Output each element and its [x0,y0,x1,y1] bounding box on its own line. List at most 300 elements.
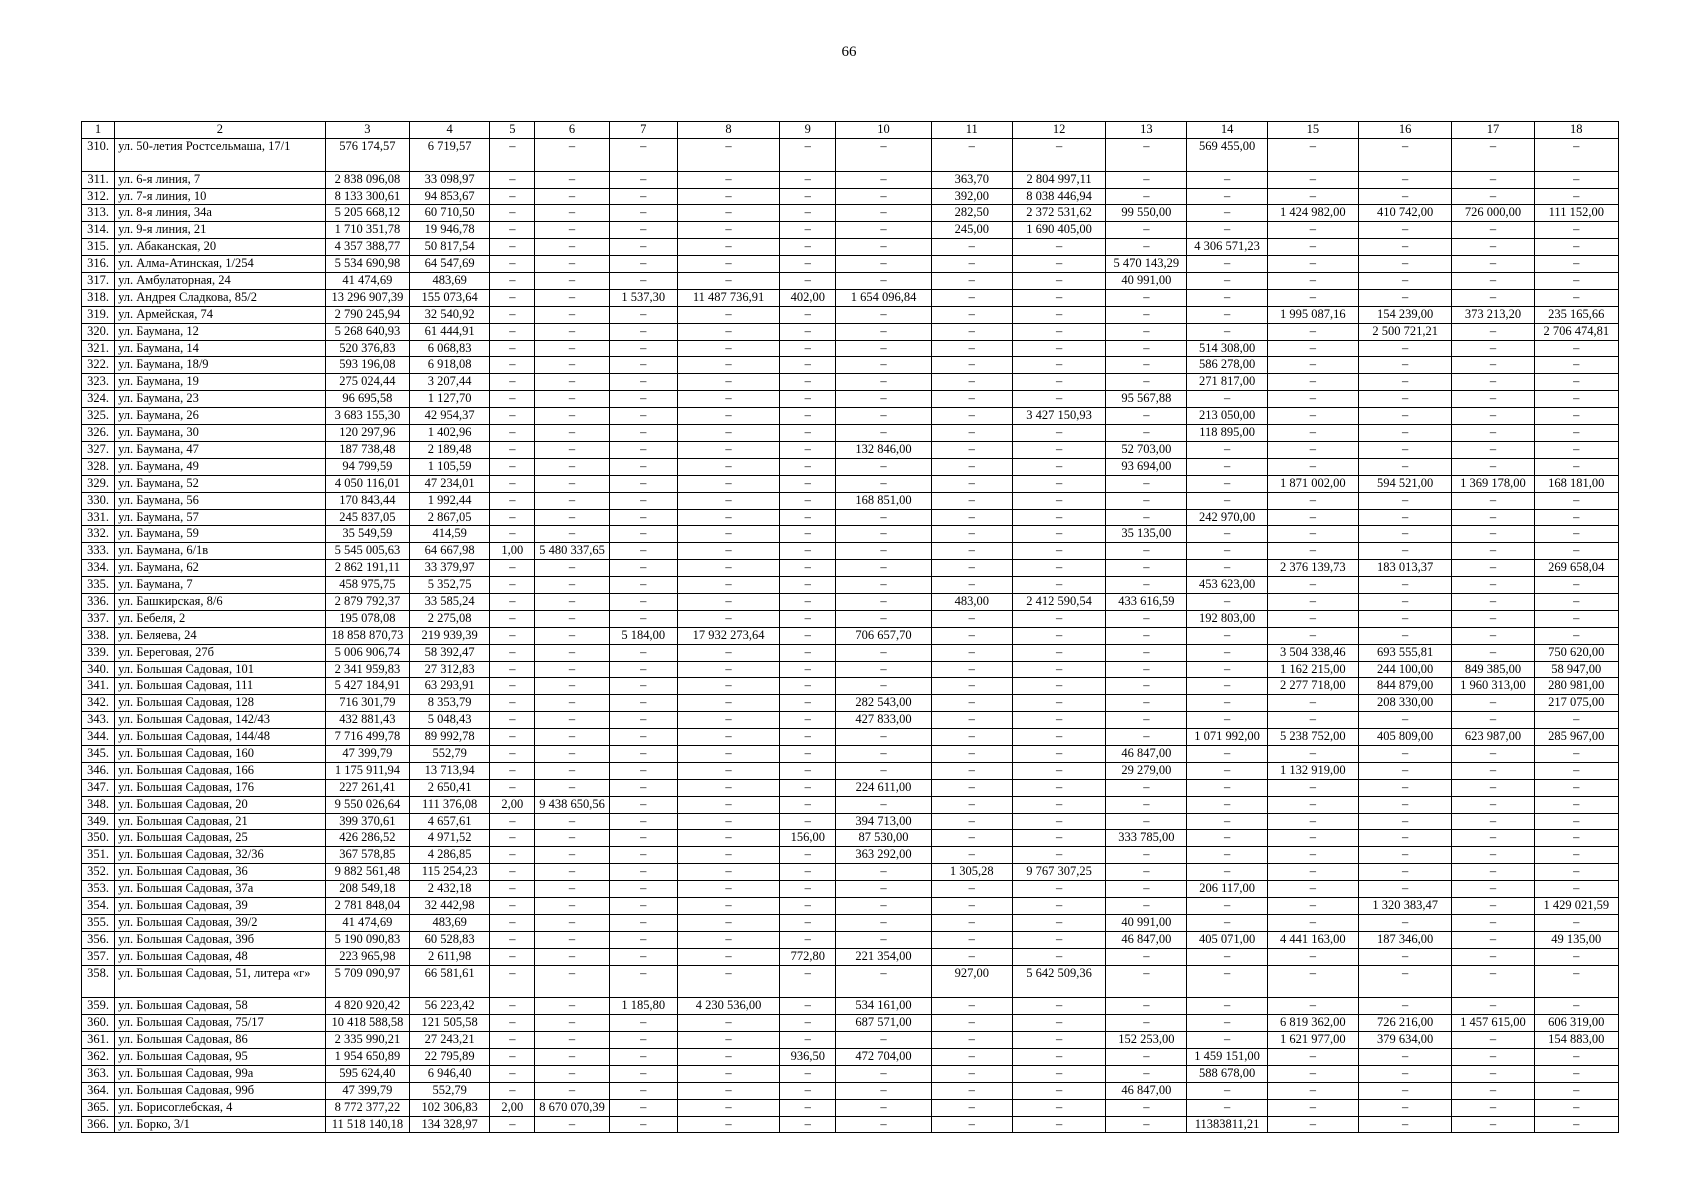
value-cell: – [836,965,931,998]
value-cell: – [535,323,609,340]
value-cell: – [1534,509,1618,526]
address-cell: ул. Амбулаторная, 24 [115,273,326,290]
value-cell: – [1012,678,1105,695]
address-cell: ул. Андрея Сладкова, 85/2 [115,289,326,306]
table-row [82,729,1619,746]
value-cell: – [1106,610,1187,627]
value-cell: – [931,441,1012,458]
column-header: 3 [325,122,409,139]
value-cell: – [609,729,677,746]
value-cell: – [1359,408,1452,425]
value-cell: 2,00 [490,1099,535,1116]
value-cell: – [1359,593,1452,610]
value-cell: – [1267,391,1358,408]
value-cell: – [535,998,609,1015]
address-cell: ул. Большая Садовая, 25 [115,830,326,847]
value-cell: – [677,948,779,965]
value-cell: – [931,610,1012,627]
value-cell: 42 954,37 [410,408,490,425]
value-cell: – [535,374,609,391]
value-cell: – [931,1082,1012,1099]
value-cell: – [1267,526,1358,543]
value-cell: 47 234,01 [410,475,490,492]
value-cell: – [1452,458,1534,475]
value-cell: – [490,1032,535,1049]
address-cell: ул. Бебеля, 2 [115,610,326,627]
value-cell: – [677,695,779,712]
value-cell: – [609,1032,677,1049]
value-cell: – [1534,526,1618,543]
value-cell: 285 967,00 [1534,729,1618,746]
row-number: 349. [82,813,115,830]
value-cell: – [490,695,535,712]
value-cell: – [836,762,931,779]
value-cell: 2 867,05 [410,509,490,526]
value-cell: – [677,408,779,425]
value-cell: 41 474,69 [325,273,409,290]
value-cell: – [780,1082,836,1099]
address-cell: ул. Баумана, 7 [115,577,326,594]
value-cell: – [1452,796,1534,813]
row-number: 330. [82,492,115,509]
value-cell: – [677,1065,779,1082]
value-cell: – [677,239,779,256]
value-cell: – [836,222,931,239]
value-cell: – [609,357,677,374]
value-cell: 244 100,00 [1359,661,1452,678]
value-cell: – [1267,1049,1358,1066]
value-cell: – [836,661,931,678]
value-cell: – [931,830,1012,847]
value-cell: – [1106,188,1187,205]
value-cell: – [836,864,931,881]
value-cell: – [535,526,609,543]
value-cell: – [609,171,677,188]
address-cell: ул. Большая Садовая, 144/48 [115,729,326,746]
value-cell: – [1534,779,1618,796]
table-row [82,1065,1619,1082]
value-cell: – [931,1049,1012,1066]
value-cell: – [1187,897,1267,914]
table-row [82,256,1619,273]
value-cell: – [490,1015,535,1032]
value-cell: – [1267,188,1358,205]
value-cell: – [1452,560,1534,577]
value-cell: 13 296 907,39 [325,289,409,306]
value-cell: – [780,661,836,678]
value-cell: – [535,138,609,171]
value-cell: 2 879 792,37 [325,593,409,610]
value-cell: – [1187,762,1267,779]
value-cell: – [677,678,779,695]
value-cell: – [780,745,836,762]
value-cell: – [1106,627,1187,644]
value-cell: – [1267,273,1358,290]
value-cell: 623 987,00 [1452,729,1534,746]
value-cell: – [1267,745,1358,762]
value-cell: – [931,897,1012,914]
table-row [82,306,1619,323]
value-cell: – [1534,374,1618,391]
value-cell: – [677,138,779,171]
value-cell: – [490,458,535,475]
value-cell: – [1452,408,1534,425]
value-cell: – [1452,1116,1534,1133]
column-header: 16 [1359,122,1452,139]
value-cell: – [1452,830,1534,847]
value-cell: – [1106,509,1187,526]
value-cell: – [1534,813,1618,830]
row-number: 325. [82,408,115,425]
value-cell: – [609,847,677,864]
value-cell: – [490,256,535,273]
row-number: 314. [82,222,115,239]
value-cell: – [931,881,1012,898]
value-cell: 8 353,79 [410,695,490,712]
value-cell: – [609,1116,677,1133]
value-cell: 29 279,00 [1106,762,1187,779]
value-cell: – [836,1099,931,1116]
value-cell: – [1267,357,1358,374]
value-cell: 1,00 [490,543,535,560]
value-cell: – [1187,830,1267,847]
row-number: 344. [82,729,115,746]
value-cell: – [1106,998,1187,1015]
row-number: 357. [82,948,115,965]
value-cell: – [1359,796,1452,813]
value-cell: 9 550 026,64 [325,796,409,813]
value-cell: 1 369 178,00 [1452,475,1534,492]
value-cell: – [1452,847,1534,864]
value-cell: 414,59 [410,526,490,543]
value-cell: – [931,357,1012,374]
table-row [82,998,1619,1015]
value-cell: 394 713,00 [836,813,931,830]
row-number: 346. [82,762,115,779]
value-cell: 433 616,59 [1106,593,1187,610]
value-cell: 432 881,43 [325,712,409,729]
value-cell: 46 847,00 [1106,745,1187,762]
value-cell: – [677,374,779,391]
value-cell: – [931,627,1012,644]
value-cell: – [490,188,535,205]
value-cell: – [1534,1049,1618,1066]
value-cell: – [780,171,836,188]
value-cell: – [1359,914,1452,931]
value-cell: – [1187,526,1267,543]
value-cell: – [1012,914,1105,931]
value-cell: 223 965,98 [325,948,409,965]
value-cell: – [1187,644,1267,661]
value-cell: – [1452,627,1534,644]
address-cell: ул. Баумана, 26 [115,408,326,425]
column-header: 6 [535,122,609,139]
row-number: 341. [82,678,115,695]
value-cell: – [931,560,1012,577]
value-cell: – [1012,661,1105,678]
table-row [82,188,1619,205]
value-cell: 152 253,00 [1106,1032,1187,1049]
value-cell: – [1187,543,1267,560]
value-cell: – [1359,239,1452,256]
value-cell: – [677,391,779,408]
value-cell: 1 960 313,00 [1452,678,1534,695]
value-cell: – [1267,881,1358,898]
address-cell: ул. Большая Садовая, 95 [115,1049,326,1066]
value-cell: 11383811,21 [1187,1116,1267,1133]
address-cell: ул. Большая Садовая, 86 [115,1032,326,1049]
value-cell: – [535,205,609,222]
value-cell: – [1106,306,1187,323]
value-cell: 111 152,00 [1534,205,1618,222]
value-cell: – [609,1065,677,1082]
value-cell: – [836,239,931,256]
value-cell: – [1452,340,1534,357]
value-cell: 1 621 977,00 [1267,1032,1358,1049]
value-cell: 46 847,00 [1106,931,1187,948]
value-cell: – [1106,543,1187,560]
value-cell: 213 050,00 [1187,408,1267,425]
value-cell: 18 858 870,73 [325,627,409,644]
value-cell: – [1452,762,1534,779]
value-cell: – [609,1082,677,1099]
value-cell: – [609,188,677,205]
value-cell: – [490,138,535,171]
value-cell: – [535,171,609,188]
value-cell: – [1359,138,1452,171]
value-cell: 2 275,08 [410,610,490,627]
table-row [82,239,1619,256]
value-cell: – [836,357,931,374]
value-cell: – [490,492,535,509]
value-cell: 8 038 446,94 [1012,188,1105,205]
value-cell: 5 545 005,63 [325,543,409,560]
value-cell: 716 301,79 [325,695,409,712]
value-cell: 22 795,89 [410,1049,490,1066]
value-cell: – [1106,323,1187,340]
table-row [82,847,1619,864]
value-cell: 58 947,00 [1534,661,1618,678]
address-cell: ул. Большая Садовая, 48 [115,948,326,965]
value-cell: – [1106,1065,1187,1082]
value-cell: – [609,323,677,340]
value-cell: 5 352,75 [410,577,490,594]
value-cell: 3 504 338,46 [1267,644,1358,661]
value-cell: – [535,560,609,577]
value-cell: – [535,610,609,627]
row-number: 315. [82,239,115,256]
value-cell: – [1267,239,1358,256]
value-cell: – [1452,864,1534,881]
table-row [82,1015,1619,1032]
table-row [82,475,1619,492]
table-row [82,289,1619,306]
value-cell: 271 817,00 [1187,374,1267,391]
value-cell: – [609,661,677,678]
value-cell: 13 713,94 [410,762,490,779]
value-cell: – [677,1015,779,1032]
table-row [82,205,1619,222]
value-cell: 483,69 [410,273,490,290]
value-cell: – [836,374,931,391]
value-cell: – [780,1065,836,1082]
row-number: 336. [82,593,115,610]
value-cell: – [1534,425,1618,442]
value-cell: – [535,813,609,830]
value-cell: – [1534,593,1618,610]
value-cell: – [1534,1065,1618,1082]
value-cell: – [1012,374,1105,391]
row-number: 352. [82,864,115,881]
value-cell: 154 883,00 [1534,1032,1618,1049]
value-cell: – [609,239,677,256]
value-cell: – [535,830,609,847]
value-cell: 4 286,85 [410,847,490,864]
value-cell: 844 879,00 [1359,678,1452,695]
value-cell: – [490,408,535,425]
row-number: 365. [82,1099,115,1116]
value-cell: 426 286,52 [325,830,409,847]
value-cell: – [836,1082,931,1099]
value-cell: – [836,340,931,357]
value-cell: 1 710 351,78 [325,222,409,239]
value-cell: – [1012,492,1105,509]
table-row [82,408,1619,425]
address-cell: ул. Баумана, 12 [115,323,326,340]
table-row [82,222,1619,239]
value-cell: 6 068,83 [410,340,490,357]
value-cell: – [1452,357,1534,374]
value-cell: – [836,425,931,442]
value-cell: – [535,509,609,526]
value-cell: – [677,762,779,779]
value-cell: – [677,323,779,340]
value-cell: – [931,1116,1012,1133]
value-cell: 64 547,69 [410,256,490,273]
value-cell: – [1012,560,1105,577]
value-cell: – [931,1065,1012,1082]
value-cell: 1 402,96 [410,425,490,442]
value-cell: – [1267,577,1358,594]
row-number: 360. [82,1015,115,1032]
row-number: 316. [82,256,115,273]
value-cell: – [1106,289,1187,306]
value-cell: – [535,948,609,965]
value-cell: 594 521,00 [1359,475,1452,492]
value-cell: – [931,458,1012,475]
value-cell: – [1267,998,1358,1015]
value-cell: 1 457 615,00 [1452,1015,1534,1032]
value-cell: – [490,661,535,678]
value-cell: 93 694,00 [1106,458,1187,475]
value-cell: – [1452,881,1534,898]
address-cell: ул. Баумана, 49 [115,458,326,475]
value-cell: 2 335 990,21 [325,1032,409,1049]
value-cell: 472 704,00 [836,1049,931,1066]
value-cell: – [931,577,1012,594]
value-cell: – [1452,441,1534,458]
value-cell: 4 357 388,77 [325,239,409,256]
value-cell: – [1106,239,1187,256]
column-header: 10 [836,122,931,139]
value-cell: – [1452,1082,1534,1099]
value-cell: – [836,188,931,205]
value-cell: – [836,323,931,340]
value-cell: – [1267,830,1358,847]
value-cell: 2 706 474,81 [1534,323,1618,340]
value-cell: – [780,560,836,577]
address-cell: ул. Баумана, 18/9 [115,357,326,374]
value-cell: 458 975,75 [325,577,409,594]
value-cell: 224 611,00 [836,779,931,796]
row-number: 313. [82,205,115,222]
value-cell: 520 376,83 [325,340,409,357]
value-cell: 227 261,41 [325,779,409,796]
value-cell: – [490,306,535,323]
value-cell: – [1012,256,1105,273]
value-cell: – [836,391,931,408]
value-cell: 208 330,00 [1359,695,1452,712]
value-cell: 282 543,00 [836,695,931,712]
value-cell: – [1187,1015,1267,1032]
value-cell: 1 162 215,00 [1267,661,1358,678]
value-cell: – [609,593,677,610]
address-cell: ул. Борко, 3/1 [115,1116,326,1133]
value-cell: – [609,458,677,475]
address-cell: ул. 6-я линия, 7 [115,171,326,188]
value-cell: – [780,239,836,256]
value-cell: – [677,881,779,898]
value-cell: 219 939,39 [410,627,490,644]
address-cell: ул. Большая Садовая, 21 [115,813,326,830]
value-cell: – [931,408,1012,425]
value-cell: 1 537,30 [609,289,677,306]
value-cell: 4 306 571,23 [1187,239,1267,256]
value-cell: 102 306,83 [410,1099,490,1116]
value-cell: – [609,813,677,830]
value-cell: 32 442,98 [410,897,490,914]
value-cell: 427 833,00 [836,712,931,729]
value-cell: – [1359,256,1452,273]
table-row [82,1116,1619,1133]
value-cell: – [1106,695,1187,712]
value-cell: – [1012,526,1105,543]
address-cell: ул. Большая Садовая, 20 [115,796,326,813]
value-cell: 132 846,00 [836,441,931,458]
value-cell: – [1534,1099,1618,1116]
row-number: 363. [82,1065,115,1082]
value-cell: – [490,627,535,644]
value-cell: – [836,593,931,610]
row-number: 312. [82,188,115,205]
value-cell: – [1012,998,1105,1015]
row-number: 358. [82,965,115,998]
value-cell: – [609,881,677,898]
value-cell: – [1012,1116,1105,1133]
value-cell: – [1359,188,1452,205]
value-cell: – [677,661,779,678]
column-header: 7 [609,122,677,139]
row-number: 318. [82,289,115,306]
value-cell: – [535,712,609,729]
value-cell: 5 642 509,36 [1012,965,1105,998]
value-cell: – [1359,171,1452,188]
value-cell: – [1452,779,1534,796]
value-cell: – [931,391,1012,408]
value-cell: – [609,273,677,290]
value-cell: – [931,712,1012,729]
value-cell: – [1267,897,1358,914]
